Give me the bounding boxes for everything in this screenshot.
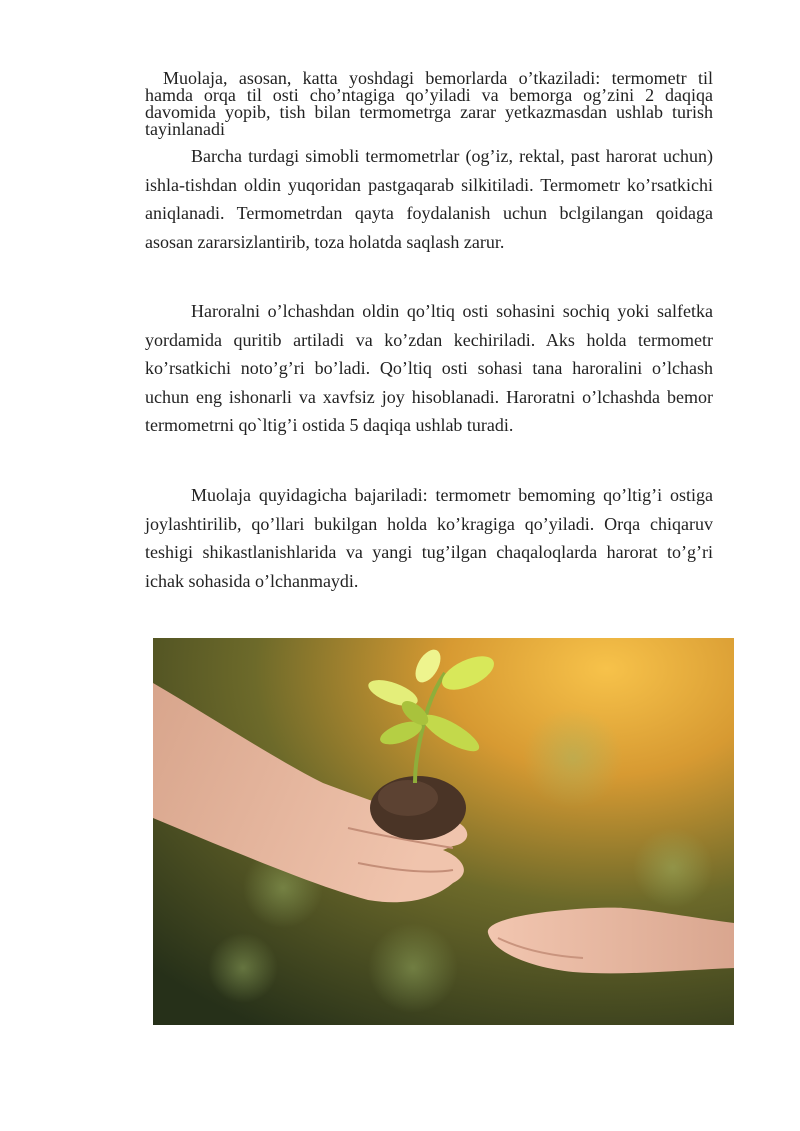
paragraph-4: Muolaja quyidagicha bajariladi: termometr bemoming qo’ltig’i ostiga joylashtirilib, qo’llari bukilgan holda ko’kragiga qo’yiladi. Orqa chiqaruv teshigi shikastlanishlarida va yangi tug’ilgan chaqaloqlarda harorat to’g’ri ichak sohasida o’lchanmaydi.: [145, 485, 713, 591]
paragraph-2: Barcha turdagi simobli termometrlar (og’iz, rektal, past harorat uchun) ishla-tishdan oldin yuqoridan pastgaqarab silkitiladi. Termometr ko’rsatkichi aniqlanadi. Termometrdan qayta foydalanish uchun bclgilangan qoidaga asosan zararsizlantirib, toza holatda saqlash zarur.: [145, 146, 713, 252]
paragraph-1: Muolaja, asosan, katta yoshdagi bemorlarda o’tkaziladi: termometr til hamda orqa til osti cho’ntagiga qo’yiladi va bemorga og’zini 2 daqiqa davomida yopib, tish bilan termometrga zarar yetkazmasdan ushlab turish tayinlanadi: [145, 68, 713, 139]
paragraph-3: Haroralni o’lchashdan oldin qo’ltiq osti sohasini sochiq yoki salfetka yordamida quritib artiladi va ko’zdan kechiriladi. Aks holda termometr ko’rsatkichi noto’g’ri bo’ladi. Qo’ltiq osti sohasi tana haroralini o’lchash uchun eng ishonarli va xavfsiz joy hisoblanadi. Haroratni o’lchashda bemor termometrni qo`ltig’i ostida 5 daqiqa ushlab turadi.: [145, 301, 713, 435]
seedling-hands-photo: [153, 638, 734, 1025]
